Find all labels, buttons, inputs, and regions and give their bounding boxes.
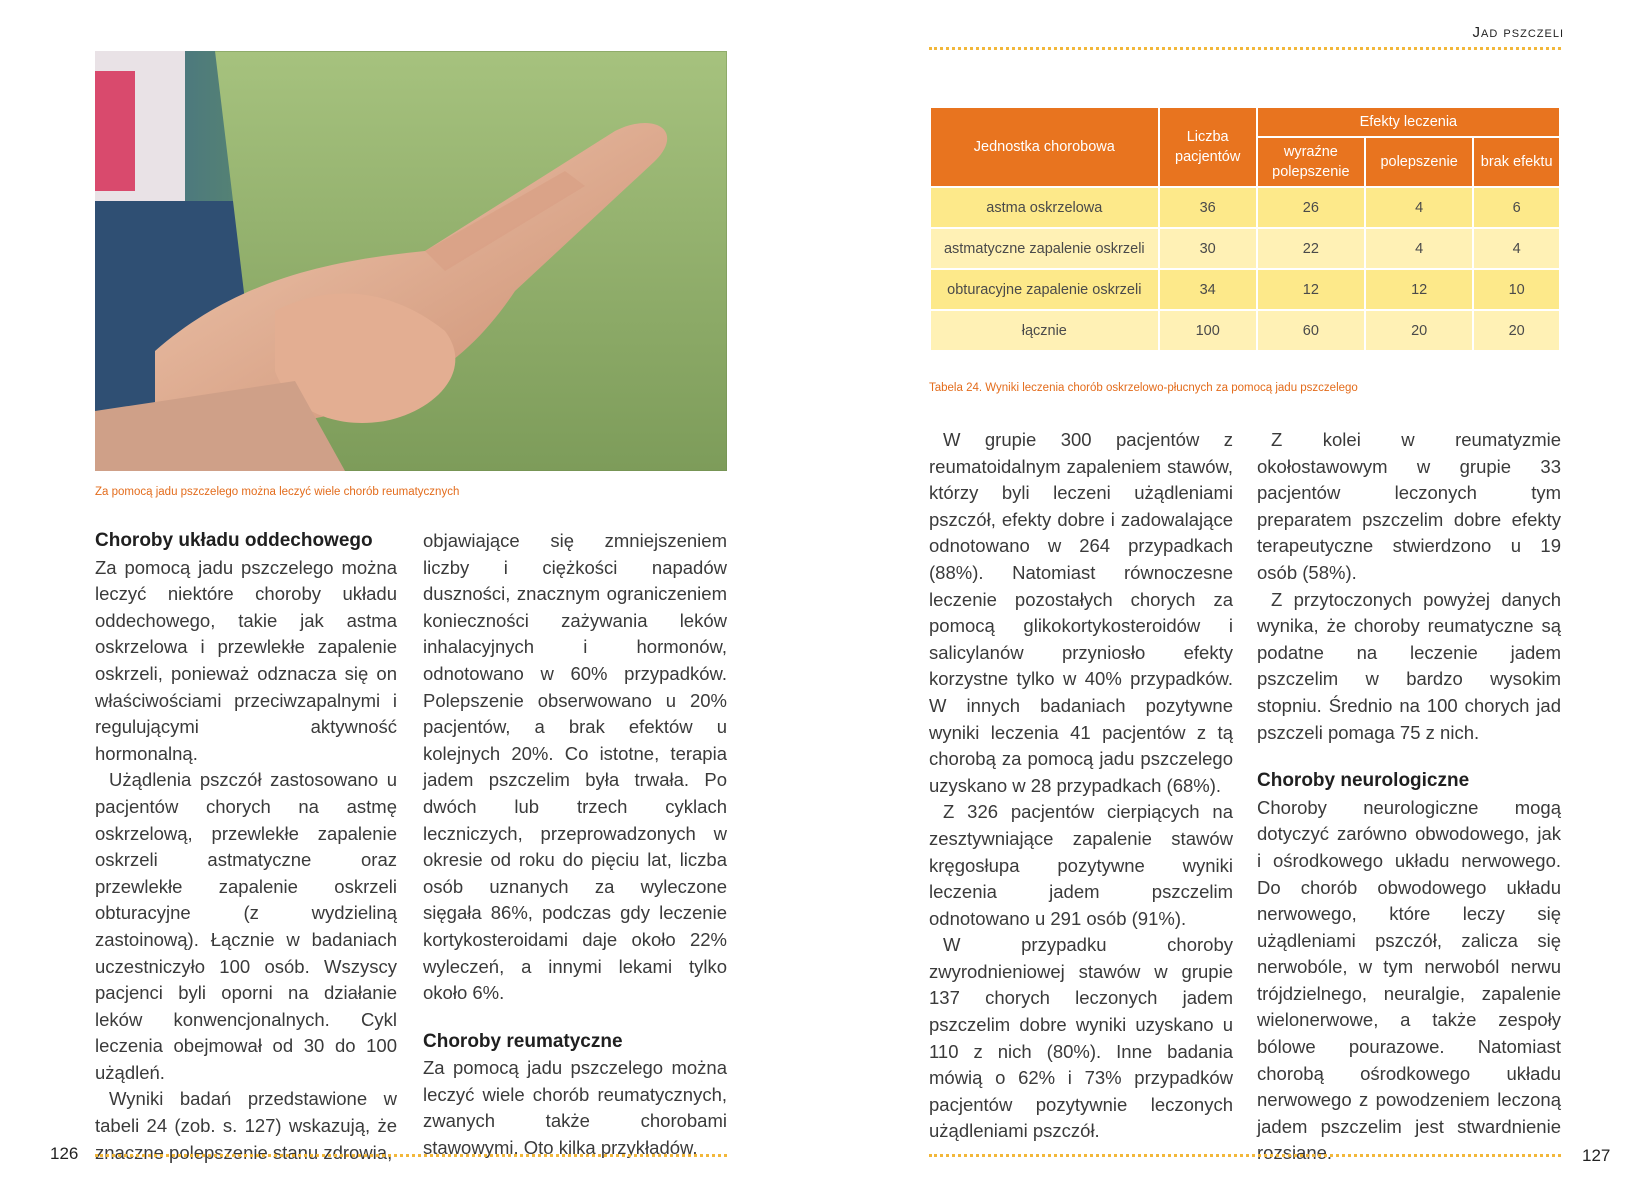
paragraph: Za pomocą jadu pszczelego można leczyć niektóre choroby układu oddechowego, takie jak astma oskrzelowa i przewlekłe zapalenie oskrzeli, ponieważ odznacza się on właściwościami przeciwzapalnymi i regulującymi aktywność hormonalną. [95,556,397,764]
cell-improve: 12 [1365,269,1473,310]
cell-none: 4 [1473,228,1560,269]
cell-patients: 100 [1159,310,1257,351]
paragraph: objawiające się zmniejszeniem liczby i ciężkości napadów duszności, znacznym ograniczeniem konieczności zażywania leków inhalacyjnych i hormonów, odnotowano w 60% przypadków. Polepszenie obserwowano u 20% pacjentów, a brak efektów u kolejnych 20%. Co istotne, terapia jadem pszczelim była trwała. Po dwóch lub trzech cyklach leczniczych, przeprowadzonych w okresie od roku do pięciu lat, liczba osób uznanych za wyleczone sięgała 86%, podczas gdy leczenie kortykosteroidami daje około 22% wyleczeń, a innymi lekami tylko około 6%. [423,530,727,1004]
paragraph: Wyniki badań przedstawione w tabeli 24 (zob. s. 127) wskazują, że znaczne polepszenie stanu zdrowia, [95,1088,397,1163]
table-row [930,228,1560,269]
cell-none: 6 [1473,187,1560,228]
th-strong-improvement: wyraźne polepszenie [1257,137,1365,187]
cell-disease: obturacyjne zapalenie oskrzeli [930,269,1159,310]
results-table [929,106,1561,352]
paragraph: W grupie 300 pacjentów z reumatoidalnym zapaleniem stawów, którzy byli leczeni użądleniami pszczół, efekty dobre i zadowalające odnotowano w 264 przypadkach (88%). Natomiast równoczesne leczenie pozostałych chorych za pomocą glikokortykosteroidów i salicylanów przyniosło efekty korzystne tylko w 40% przypadków. W innych badaniach pozytywne wyniki leczenia 41 pacjentów z tą chorobą za pomocą jadu pszczelego uzyskano w 28 przypadkach (68%). [929,429,1233,796]
cell-improve: 4 [1365,228,1473,269]
cell-improve: 20 [1365,310,1473,351]
running-head: Jad pszczeli [1472,24,1564,41]
heading-rheumatic: Choroby reumatyczne [423,1030,623,1052]
th-disease: Jednostka chorobowa [930,107,1159,187]
cell-strong: 26 [1257,187,1365,228]
th-improvement: polepszenie [1365,137,1473,187]
table-row [930,187,1560,228]
cell-none: 20 [1473,310,1560,351]
photo-caption: Za pomocą jadu pszczelego można leczyć wiele chorób reumatycznych [95,486,460,498]
footer-dotted-rule [929,1154,1561,1157]
cell-disease: astmatyczne zapalenie oskrzeli [930,228,1159,269]
right-column-1 [929,427,1233,1145]
paragraph: Z przytoczonych powyżej danych wynika, że choroby reumatyczne są podatne na leczenie jadem pszczelim w bardzo wysokim stopniu. Średnio na 100 chorych jad pszczeli pomaga 75 z nich. [1257,588,1561,743]
left-column-2 [423,528,727,1162]
cell-patients: 30 [1159,228,1257,269]
cell-strong: 22 [1257,228,1365,269]
paragraph: Za pomocą jadu pszczelego można leczyć wiele chorób reumatycznych, zwanych także chorobami stawowymi. Oto kilka przykładów. [423,1057,727,1159]
cell-patients: 34 [1159,269,1257,310]
cell-strong: 60 [1257,310,1365,351]
heading-respiratory: Choroby układu oddechowego [95,530,373,551]
cell-improve: 4 [1365,187,1473,228]
paragraph: Choroby neurologiczne mogą dotyczyć zarówno obwodowego, jak i ośrodkowego układu nerwowego. Do chorób obwodowego układu nerwowego, które leczy się użądleniami pszczół, zalicza się nerwobóle, w tym nerwoból nerwu trójdzielnego, neuralgie, zapalenie wielonerwowe, a także zespoły bólowe pourazowe. Natomiast chorobą ośrodkowego układu nerwowego z powodzeniem leczoną jadem pszczelim jest stwardnienie rozsiane. [1257,796,1561,1164]
paragraph: Z 326 pacjentów cierpiących na zesztywniające zapalenie stawów kręgosłupa pozytywne wyniki leczenia jadem pszczelim odnotowano u 291 osób (91%). [929,801,1233,929]
paragraph: W przypadku choroby zwyrodnieniowej stawów w grupie 137 chorych leczonych jadem pszczelim dobre wyniki uzyskano u 110 z nich (80%). Inne badania mówią o 62% i 73% przypadków pacjentów pozytywnie leczonych użądleniami pszczół. [929,934,1233,1142]
photo-hands-rheumatism [95,51,727,471]
header-dotted-rule [929,47,1561,50]
table-caption: Tabela 24. Wyniki leczenia chorób oskrzelowo-płucnych za pomocą jadu pszczelego [929,382,1358,394]
paragraph: Użądlenia pszczół zastosowano u pacjentów chorych na astmę oskrzelową, przewlekłe zapalenie oskrzeli astmatyczne oraz przewlekłe zapalenie oskrzeli obturacyjne (z wydzieliną zastoinową). Łącznie w badaniach uczestniczyło 100 osób. Wszyscy pacjenci byli oporni na działanie leków konwencjonalnych. Cykl leczenia obejmował od 30 do 100 użądleń. [95,769,397,1083]
th-no-effect: brak efektu [1473,137,1560,187]
page-number-left: 126 [50,1144,79,1163]
page-number-right: 127 [1582,1146,1611,1165]
th-patients: Liczba pacjentów [1159,107,1257,187]
cell-patients: 36 [1159,187,1257,228]
th-effects: Efekty leczenia [1257,107,1560,137]
heading-neurological: Choroby neurologiczne [1257,770,1470,792]
table-row [930,269,1560,310]
right-page [825,0,1650,1200]
paragraph: Z kolei w reumatyzmie okołostawowym w grupie 33 pacjentów leczonych tym preparatem pszczelim dobre efekty terapeutyczne stwierdzono u 19 osób (58%). [1257,429,1561,583]
table-row [930,310,1560,351]
cell-none: 10 [1473,269,1560,310]
footer-dotted-rule [95,1154,727,1157]
cell-strong: 12 [1257,269,1365,310]
cell-disease: astma oskrzelowa [930,187,1159,228]
cell-disease: łącznie [930,310,1159,351]
left-column-1 [95,528,397,1166]
right-column-2 [1257,427,1561,1167]
photo-illustration [95,51,727,471]
